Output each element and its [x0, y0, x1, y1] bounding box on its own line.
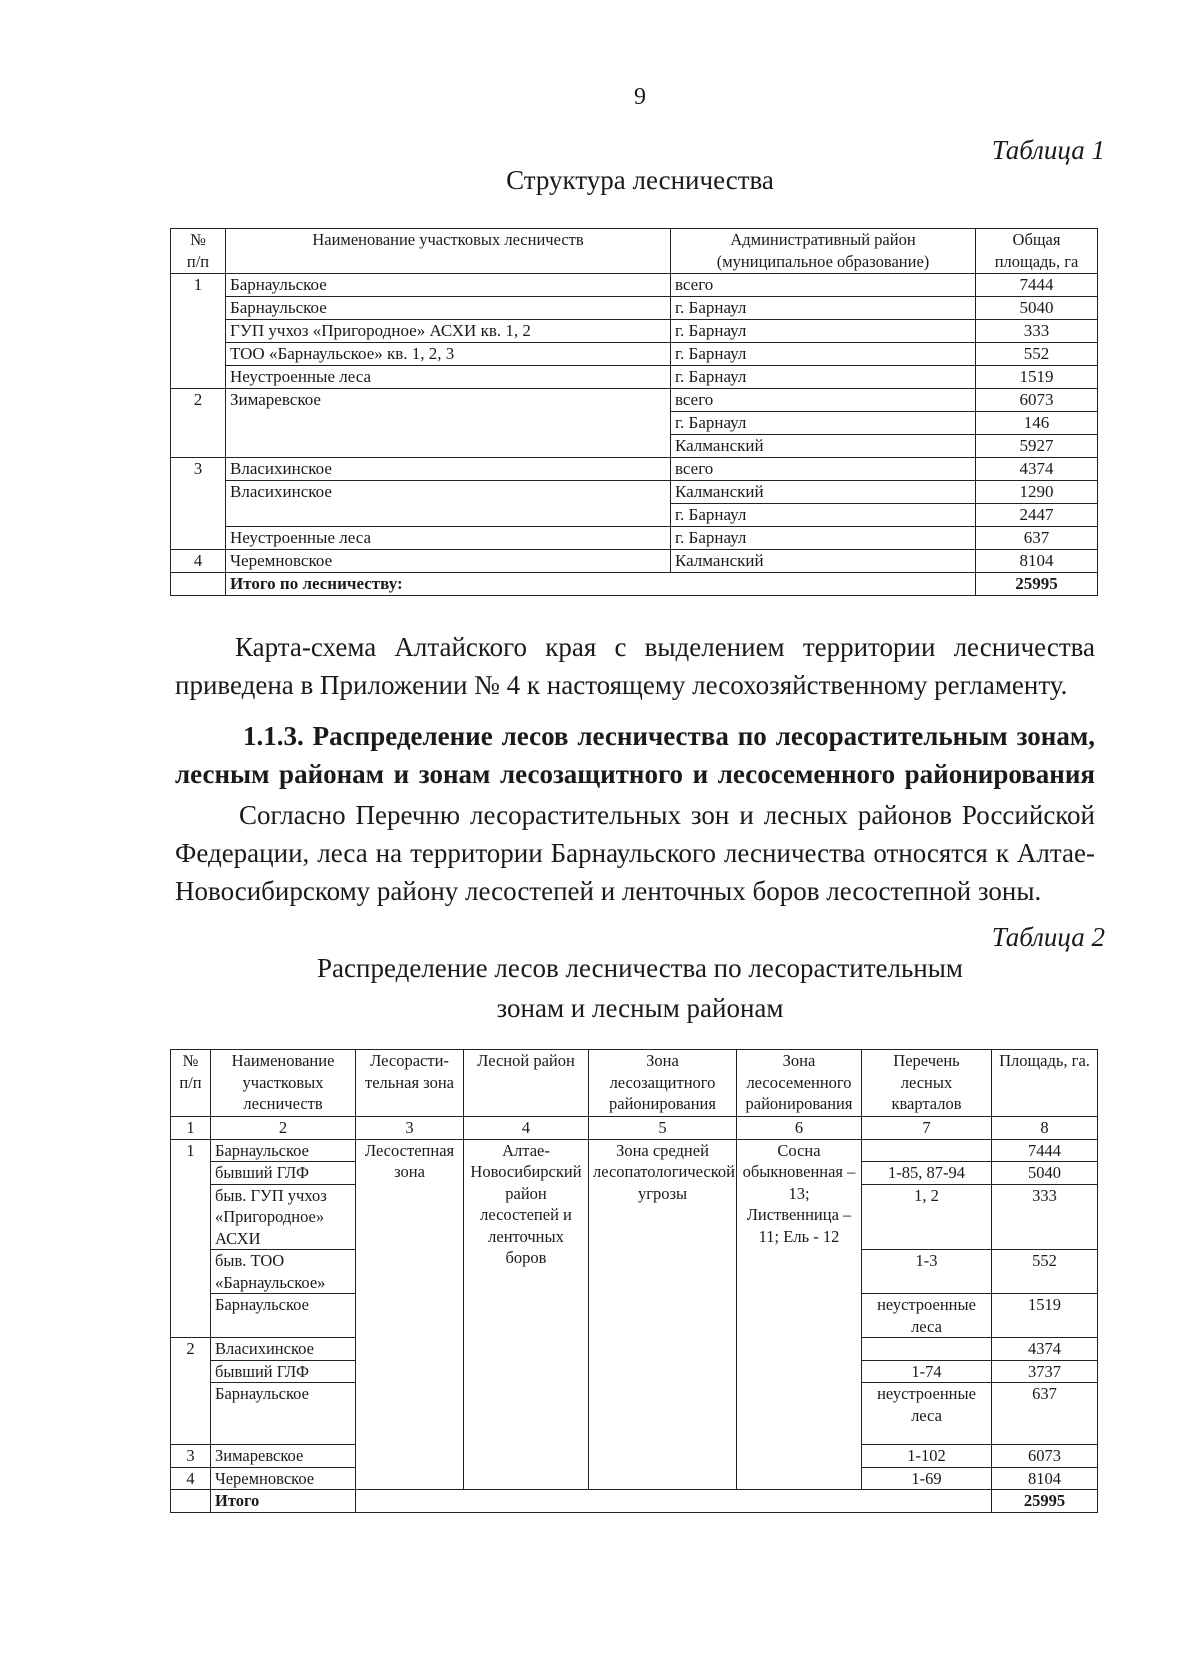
row-name: Барнаульское — [211, 1139, 356, 1162]
row-quarters: 1-102 — [862, 1445, 992, 1468]
row-quarters: 1, 2 — [862, 1184, 992, 1250]
row-area: 4374 — [992, 1338, 1098, 1361]
table2-header: Зона лесозащитного районирования — [589, 1050, 737, 1117]
table2-title — [0, 948, 1200, 1028]
table1-header-num — [171, 229, 226, 274]
table-row — [171, 458, 1098, 481]
table2-total-row — [171, 1490, 1098, 1513]
row-name: Барнаульское — [226, 274, 671, 297]
table2-header: Лесорасти-тельная зона — [356, 1050, 464, 1117]
zone-cell: Лесостепная зона — [356, 1139, 464, 1490]
row-district: г. Барнаул — [671, 366, 976, 389]
row-district: г. Барнаул — [671, 504, 976, 527]
row-name: Барнаульское — [226, 297, 671, 320]
column-number: 2 — [211, 1117, 356, 1140]
paragraph-zones — [175, 796, 1095, 910]
row-district: всего — [671, 274, 976, 297]
row-district: Калманский — [671, 550, 976, 573]
column-number: 5 — [589, 1117, 737, 1140]
total-area: 25995 — [976, 573, 1098, 596]
row-name: бывший ГЛФ — [211, 1360, 356, 1383]
row-quarters — [862, 1139, 992, 1162]
row-area: 333 — [992, 1184, 1098, 1250]
table2-header: Лесной район — [464, 1050, 589, 1117]
heading-line: 1.1.3. Распределение лесов лесничества по лесорастительным зонам, — [243, 721, 1095, 751]
table1-header-name: Наименование участковых лесничеств — [226, 229, 671, 274]
row-area: 3737 — [992, 1360, 1098, 1383]
row-district: Калманский — [671, 435, 976, 458]
row-quarters: 1-3 — [862, 1250, 992, 1294]
row-name: Барнаульское — [211, 1294, 356, 1338]
paragraph-line: Новосибирскому району лесостепей и ленточных боров лесостепной зоны. — [175, 876, 1042, 906]
table2-header: Площадь, га. — [992, 1050, 1098, 1117]
header-district-line2: (муниципальное образование) — [716, 252, 930, 271]
total-label: Итого — [211, 1490, 356, 1513]
row-name: Черемновское — [226, 550, 671, 573]
row-num: 2 — [171, 1338, 211, 1445]
column-number: 1 — [171, 1117, 211, 1140]
column-number: 7 — [862, 1117, 992, 1140]
row-name: Зимаревское — [211, 1445, 356, 1468]
section-heading — [175, 717, 1095, 793]
header-num-line2: п/п — [186, 252, 210, 271]
row-district: г. Барнаул — [671, 320, 976, 343]
row-area: 6073 — [992, 1445, 1098, 1468]
row-district: всего — [671, 458, 976, 481]
table-row — [171, 320, 1098, 343]
row-quarters: неустроенные леса — [862, 1294, 992, 1338]
row-area: 5040 — [992, 1162, 1098, 1185]
total-empty — [356, 1490, 992, 1513]
row-name: бывший ГЛФ — [211, 1162, 356, 1185]
table-row — [171, 481, 1098, 504]
row-name: Власихинское — [226, 481, 671, 527]
table1-header-district — [671, 229, 976, 274]
table2-header: Зона лесосеменного районирования — [737, 1050, 862, 1117]
table2 — [170, 1049, 1098, 1513]
row-name: ГУП учхоз «Пригородное» АСХИ кв. 1, 2 — [226, 320, 671, 343]
total-label: Итого по лесничеству: — [226, 573, 976, 596]
table1-header-row — [171, 229, 1098, 274]
row-area: 637 — [976, 527, 1098, 550]
table-row — [171, 527, 1098, 550]
row-area: 5040 — [976, 297, 1098, 320]
table2-header: Перечень лесных кварталов — [862, 1050, 992, 1117]
row-area: 8104 — [976, 550, 1098, 573]
row-district: г. Барнаул — [671, 343, 976, 366]
column-number: 8 — [992, 1117, 1098, 1140]
row-num: 3 — [171, 458, 226, 550]
row-num: 4 — [171, 550, 226, 573]
row-area: 4374 — [976, 458, 1098, 481]
column-number: 4 — [464, 1117, 589, 1140]
header-area-line2: площадь, га — [994, 252, 1079, 271]
forest-district-cell: Алтае-Новосибирский район лесостепей и ленточных боров — [464, 1139, 589, 1490]
row-quarters: 1-69 — [862, 1467, 992, 1490]
row-name: Неустроенные леса — [226, 527, 671, 550]
row-name: Черемновское — [211, 1467, 356, 1490]
header-num-line1: № — [190, 230, 206, 249]
row-area: 333 — [976, 320, 1098, 343]
table2-colnum-row — [171, 1117, 1098, 1140]
table2-title-line1: Распределение лесов лесничества по лесорастительным — [317, 953, 963, 983]
row-num: 3 — [171, 1445, 211, 1468]
row-area: 1519 — [976, 366, 1098, 389]
row-area: 2447 — [976, 504, 1098, 527]
table2-header: Наименование участковых лесничеств — [211, 1050, 356, 1117]
column-number: 3 — [356, 1117, 464, 1140]
row-name: ТОО «Барнаульское» кв. 1, 2, 3 — [226, 343, 671, 366]
table-row — [171, 274, 1098, 297]
paragraph-line: Федерации, леса на территории Барнаульского лесничества относятся к Алтае- — [175, 838, 1095, 868]
row-quarters: неустроенные леса — [862, 1383, 992, 1445]
paragraph-line: приведена в Приложении № 4 к настоящему лесохозяйственному регламенту. — [175, 670, 1068, 700]
table-row — [171, 297, 1098, 320]
row-num: 1 — [171, 274, 226, 389]
total-num-empty — [171, 1490, 211, 1513]
row-area: 1290 — [976, 481, 1098, 504]
table2-label: Таблица 2 — [991, 922, 1105, 952]
total-num-empty — [171, 573, 226, 596]
table2-header-row — [171, 1050, 1098, 1117]
row-name: Власихинское — [211, 1338, 356, 1361]
row-area: 552 — [976, 343, 1098, 366]
row-num: 2 — [171, 389, 226, 458]
table1 — [170, 228, 1098, 596]
table-row — [171, 389, 1098, 412]
total-area: 25995 — [992, 1490, 1098, 1513]
row-quarters: 1-85, 87-94 — [862, 1162, 992, 1185]
row-area: 1519 — [992, 1294, 1098, 1338]
heading-line: лесным районам и зонам лесозащитного и лесосеменного районирования — [175, 759, 1095, 789]
row-area: 637 — [992, 1383, 1098, 1445]
row-quarters — [862, 1338, 992, 1361]
table2-header: № п/п — [171, 1050, 211, 1117]
table-row — [171, 1139, 1098, 1162]
row-name: Зимаревское — [226, 389, 671, 458]
paragraph-map — [175, 628, 1095, 704]
column-number: 6 — [737, 1117, 862, 1140]
row-num: 1 — [171, 1139, 211, 1338]
row-area: 552 — [992, 1250, 1098, 1294]
protection-zone-cell: Зона средней лесопатологической угрозы — [589, 1139, 737, 1490]
row-district: г. Барнаул — [671, 412, 976, 435]
table1-total-row — [171, 573, 1098, 596]
row-district: г. Барнаул — [671, 297, 976, 320]
paragraph-line: Карта-схема Алтайского края с выделением территории лесничества — [235, 632, 1095, 662]
row-name: быв. ГУП учхоз «Пригородное» АСХИ — [211, 1184, 356, 1250]
paragraph-line: Согласно Перечню лесорастительных зон и лесных районов Российской — [239, 800, 1095, 830]
row-area: 8104 — [992, 1467, 1098, 1490]
row-area: 6073 — [976, 389, 1098, 412]
row-name: Власихинское — [226, 458, 671, 481]
header-district-line1: Административный район — [730, 230, 916, 249]
row-area: 7444 — [976, 274, 1098, 297]
row-district: всего — [671, 389, 976, 412]
header-area-line1: Общая — [1012, 230, 1061, 249]
row-num: 4 — [171, 1467, 211, 1490]
row-name: Барнаульское — [211, 1383, 356, 1445]
table-row — [171, 343, 1098, 366]
table1-label: Таблица 1 — [991, 135, 1105, 165]
table-row — [171, 366, 1098, 389]
row-district: Калманский — [671, 481, 976, 504]
row-quarters: 1-74 — [862, 1360, 992, 1383]
row-name: Неустроенные леса — [226, 366, 671, 389]
table-row — [171, 550, 1098, 573]
row-name: быв. ТОО «Барнаульское» — [211, 1250, 356, 1294]
table1-header-area — [976, 229, 1098, 274]
row-district: г. Барнаул — [671, 527, 976, 550]
table2-title-line2: зонам и лесным районам — [496, 993, 784, 1023]
row-area: 146 — [976, 412, 1098, 435]
row-area: 7444 — [992, 1139, 1098, 1162]
row-area: 5927 — [976, 435, 1098, 458]
table1-title: Структура лесничества — [506, 165, 774, 195]
page-number: 9 — [634, 84, 646, 110]
seed-zone-cell: Сосна обыкновенная – 13; Лиственница – 11; Ель - 12 — [737, 1139, 862, 1490]
